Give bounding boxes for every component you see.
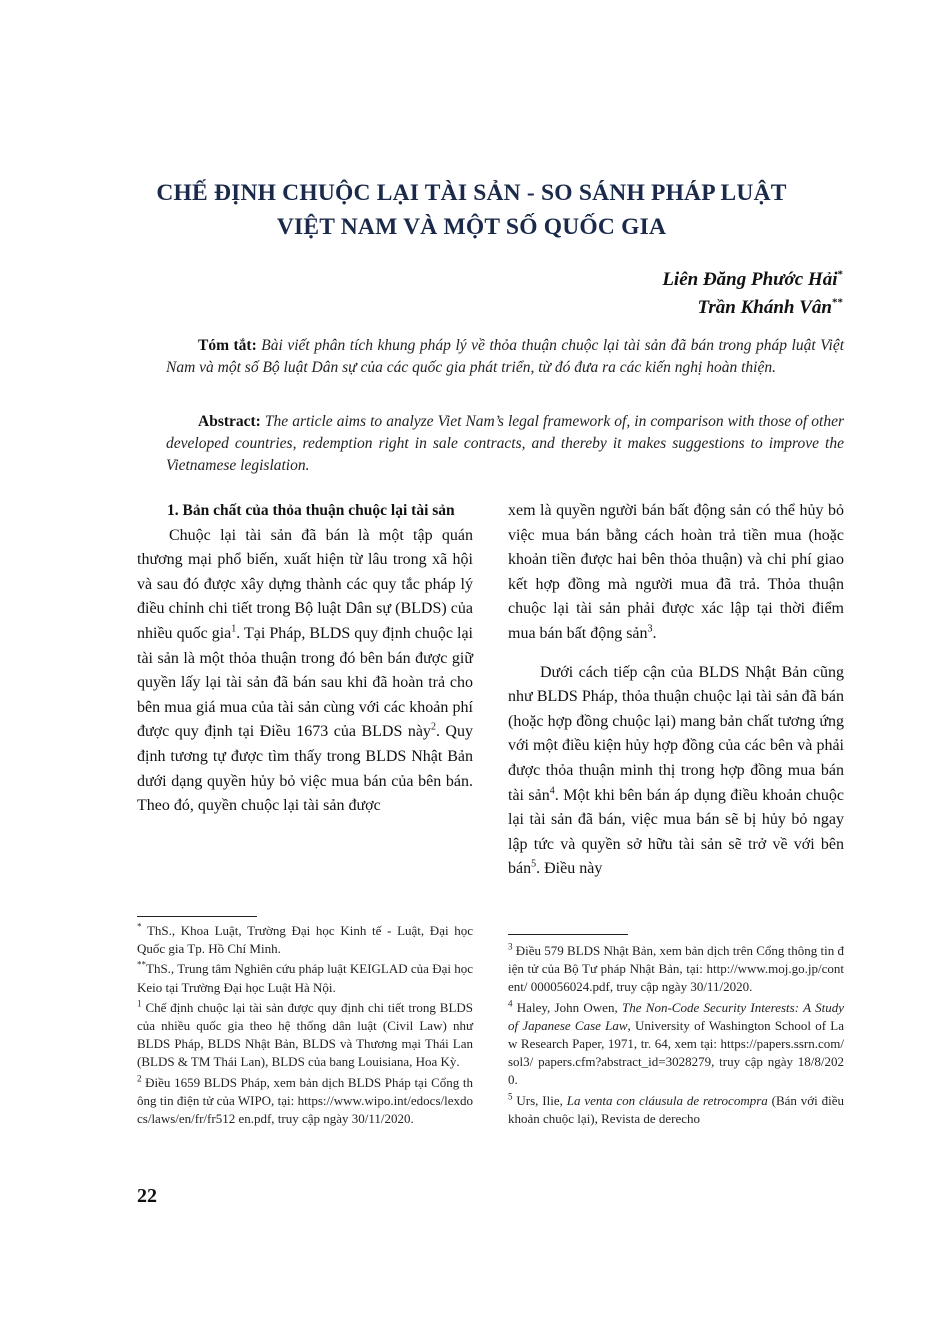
footnote: $^1$ Chế định chuộc lại tài sản được quy định chi tiết trong BLDS của nhiều quốc gia theo hệ thống dân luật (Civil Law) như BLDS Pháp, BLDS Nhật Bản, BLDS và Thương mại Thái Lan (BLDS & TM Thái Lan), BLDS của bang Louisiana, Hoa Kỳ. (137, 998, 473, 1070)
footnote: $^3$ Điều 579 BLDS Nhật Bản, xem bản dịch trên Cổng thông tin điện tử của Bộ Tư pháp Nhật Bản, tại: http://www.moj.go.jp/content/ 000056024.pdf, truy cập ngày 30/11/2020. (508, 941, 845, 995)
footnotes-left (137, 922, 473, 1130)
footnote-ref: 5 (531, 858, 537, 870)
footnote-ref: 1 (231, 623, 237, 635)
body-column-left (137, 499, 473, 819)
title-line-2: VIỆT NAM VÀ MỘT SỐ QUỐC GIA (276, 214, 667, 240)
page-number: 22 (137, 1185, 157, 1207)
footnote: $^4$ Haley, John Owen, The Non-Code Security Interests: A Study of Japanese Case Law, University of Washington School of Law Research Paper, 1971, tr. 64, xem tại: https://papers.ssrn.com/sol3/ papers.cfm?abstract_id=3028279, truy cập ngày 18/8/2020. (508, 998, 844, 1088)
footnote: $^2$ Điều 1659 BLDS Pháp, xem bản dịch BLDS Pháp tại Cổng thông tin điện tử của WIPO, tại: https://www.wipo.int/edocs/lexdocs/laws/en/fr/fr512 en.pdf, truy cập ngày 30/11/2020. (137, 1073, 474, 1127)
footnote-ref: 3 (647, 623, 653, 635)
body-paragraph: Dưới cách tiếp cận của BLDS Nhật Bản cũng như BLDS Pháp, thỏa thuận chuộc lại tài sản đã bán (hoặc hợp đồng chuộc lại) mang bản chất tương ứng với một điều kiện hủy hợp đồng của các bên và phải được thỏa thuận minh thị trong hợp đồng mua bán tài sản$^4$. Một khi bên bán áp dụng điều khoản chuộc lại tài sản đã bán, việc mua bán sẽ bị hủy bỏ ngay lập tức và quyền sở hữu tài sản sẽ trở về với bên bán$^5$. Điều này (508, 663, 844, 878)
footnote: $^5$ Urs, Ilie, La venta con cláusula de retrocompra (Bán với điều khoản chuộc lại), Revista de derecho (508, 1091, 845, 1126)
footnote-divider (137, 916, 257, 917)
footnote: * ThS., Khoa Luật, Trường Đại học Kinh tế - Luật, Đại học Quốc gia Tp. Hồ Chí Minh. (137, 921, 474, 957)
abstract-vietnamese: Tóm tắt: Bài viết phân tích khung pháp lý về thỏa thuận chuộc lại tài sản đã bán trong pháp luật Việt Nam và một số Bộ luật Dân sự của các quốc gia phát triển, từ đó đưa ra các kiến nghị hoàn thiện. (166, 337, 845, 376)
abstract-english: Abstract: The article aims to analyze Viet Nam’s legal framework of, in comparison with those of other developed countries, redemption right in sale contracts, and thereby it makes suggestions to improve the Vietnamese legislation. (166, 413, 844, 474)
footnotes-right (508, 942, 844, 1130)
section-heading: 1. Bản chất của thỏa thuận chuộc lại tài sản (167, 502, 455, 519)
author-1: Liên Đăng Phước Hải* (662, 268, 843, 290)
title-line-1: CHẾ ĐỊNH CHUỘC LẠI TÀI SẢN - SO SÁNH PHÁP LUẬT (156, 180, 787, 206)
article-title (100, 176, 843, 244)
body-column-right (508, 499, 844, 882)
author-2: Trần Khánh Vân** (697, 296, 843, 318)
author-list (662, 266, 843, 322)
footnote-ref: 4 (549, 785, 555, 797)
footnote-divider (508, 934, 628, 935)
body-paragraph: xem là quyền người bán bất động sản có thể hủy bỏ việc mua bán bằng cách hoàn trả tiền mua (hoặc khoản tiền được hai bên thỏa thuận) và chi phí giao kết hợp đồng mà người mua đã trả. Thỏa thuận chuộc lại tài sản phải được xác lập tại thời điểm mua bán bất động sản$^3$. (508, 502, 844, 642)
footnote: **ThS., Trung tâm Nghiên cứu pháp luật KEIGLAD của Đại học Keio tại Trường Đại học Luật Hà Nội. (137, 960, 473, 995)
footnote-ref: 2 (430, 722, 436, 734)
body-paragraph: Chuộc lại tài sản đã bán là một tập quán thương mại phổ biến, xuất hiện từ lâu trong xã hội và sau đó được xây dựng thành các quy tắc pháp lý điều chỉnh chi tiết trong Bộ luật Dân sự (BLDS) của nhiều quốc gia$^1$. Tại Pháp, BLDS quy định chuộc lại tài sản là một thỏa thuận trong đó bên bán được giữ quyền lấy lại tài sản đã bán sau khi đã hoàn trả cho bên mua giá mua của tài sản cùng với các khoản phí được quy định tại Điều 1673 của BLDS này$^2$. Quy định tương tự được tìm thấy trong BLDS Nhật Bản dưới dạng quyền hủy bỏ việc mua bán của bên bán. Theo đó, quyền chuộc lại tài sản được (137, 526, 473, 815)
